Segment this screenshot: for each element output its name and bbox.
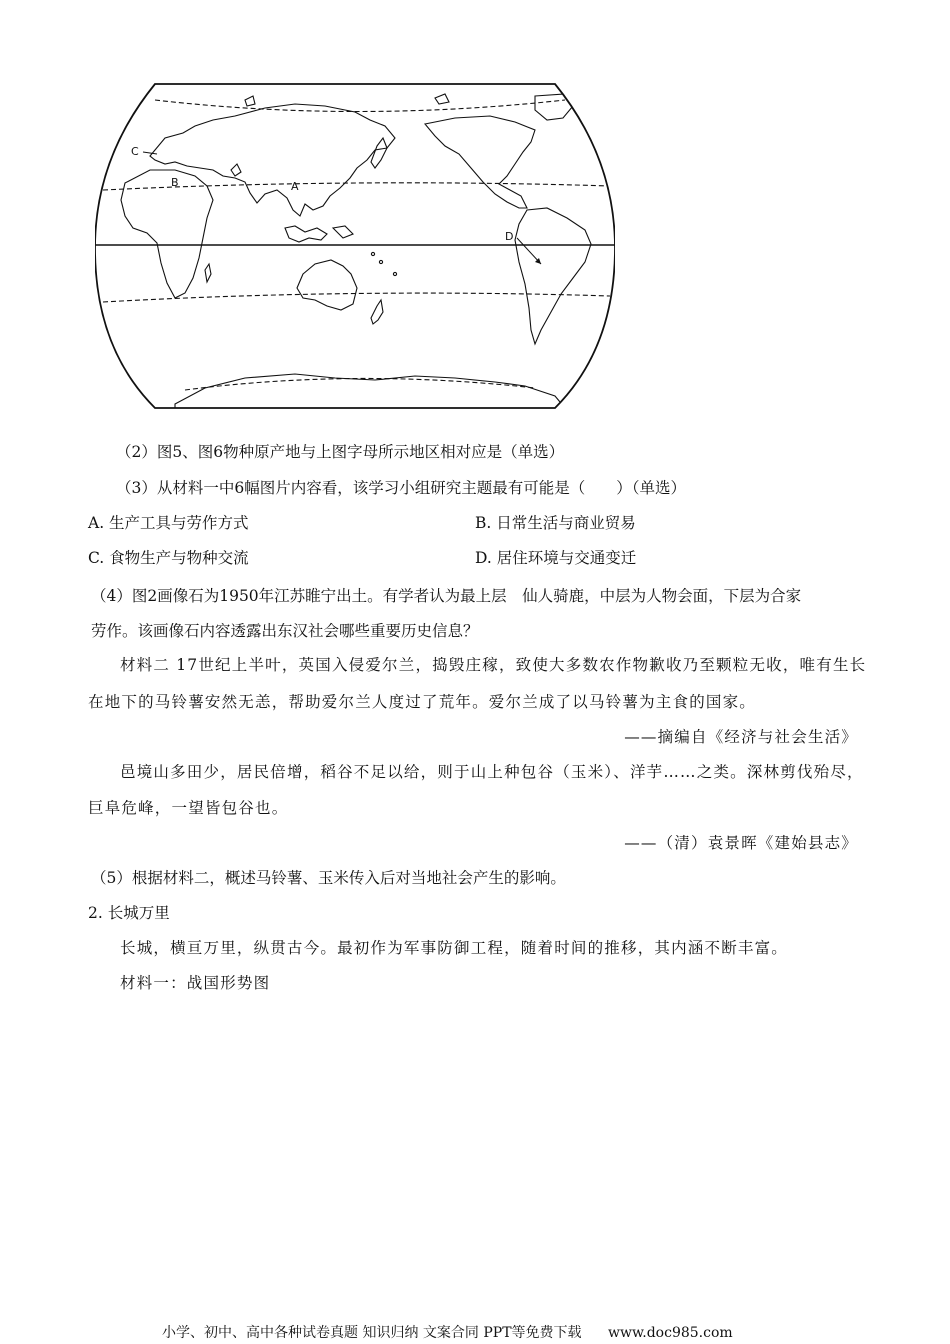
material-2-para-1-line-2: 在地下的马铃薯安然无恙，帮助爱尔兰人度过了荒年。爱尔兰成了以马铃薯为主食的国家。 (88, 693, 757, 711)
australia-outline (297, 260, 357, 310)
new-zealand-outline (371, 300, 383, 324)
madagascar-outline (205, 264, 211, 282)
section-2-material-1: 材料一：战国形势图 (120, 974, 271, 992)
antarctica-outline (175, 374, 565, 408)
label-d: D (505, 230, 514, 243)
question-2: （2）图5、图6物种原产地与上图字母所示地区相对应是（单选） (116, 443, 565, 461)
question-3: （3）从材料一中6幅图片内容看，该学习小组研究主题最有可能是（ ）（单选） (116, 479, 686, 497)
option-a: A. 生产工具与劳作方式 (88, 514, 249, 532)
eurasia-outline (150, 104, 395, 216)
sea-islands-outline (285, 226, 327, 242)
japan-outline (371, 138, 387, 168)
material-2-para-2-line-2: 巨阜危峰，一望皆包谷也。 (88, 799, 289, 817)
world-map (95, 78, 615, 414)
label-a: A (291, 180, 299, 193)
south-america-outline (515, 208, 591, 344)
footer-text (162, 1322, 733, 1342)
label-c: C (131, 145, 139, 158)
label-c-line (143, 152, 157, 154)
section-2-title: 2. 长城万里 (88, 904, 170, 922)
greenland-outline (535, 94, 573, 120)
arctic-circle-line (155, 100, 565, 112)
section-2-intro: 长城，横亘万里，纵贯古今。最初作为军事防御工程，随着时间的推移，其内涵不断丰富。 (120, 939, 789, 957)
north-america-outline (425, 116, 535, 208)
africa-outline (121, 170, 213, 298)
material-2-source-1: ——摘编自《经济与社会生活》 (624, 728, 858, 746)
tropic-cancer-line (103, 183, 610, 190)
option-c: C. 食物生产与物种交流 (88, 549, 249, 567)
material-2-source-2: ——（清）袁景晖《建始县志》 (624, 834, 858, 852)
material-2-para-2-line-1: 邑境山多田少，居民倍增，稻谷不足以给，则于山上种包谷（玉米）、洋芋……之类。深林剪伐殆尽， (120, 763, 864, 781)
option-d: D. 居住环境与交通变迁 (475, 549, 637, 567)
question-5: （5）根据材料二，概述马铃薯、玉米传入后对当地社会产生的影响。 (91, 869, 566, 887)
tropic-capricorn-line (103, 293, 610, 302)
question-4-line-2: 劳作。该画像石内容透露出东汉社会哪些重要历史信息？ (91, 622, 479, 640)
label-b: B (171, 176, 179, 189)
footer-caption: 小学、初中、高中各种试卷真题 知识归纳 文案合同 PPT等免费下载 (162, 1325, 582, 1341)
material-2-para-1-line-1: 材料二 17世纪上半叶，英国入侵爱尔兰，捣毁庄稼，致使大多数农作物歉收乃至颗粒无收，唯有生长 (120, 656, 867, 674)
question-4-line-1: （4）图2画像石为1950年江苏睢宁出土。有学者认为最上层 仙人骑鹿，中层为人物会面，下层为合家 (91, 587, 802, 605)
option-b: B. 日常生活与商业贸易 (475, 514, 636, 532)
map-frame (95, 84, 615, 408)
footer-url[interactable]: www.doc985.com (607, 1325, 733, 1341)
